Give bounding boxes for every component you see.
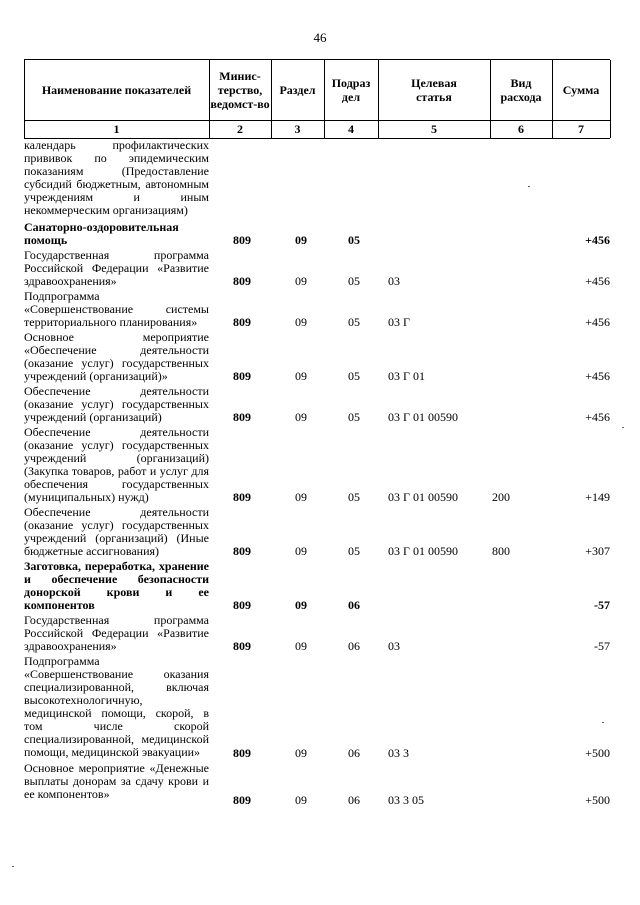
row-section: 09 xyxy=(295,746,307,760)
row-sum: +456 xyxy=(585,233,610,247)
header-divider xyxy=(610,60,611,138)
row-expense-type: 200 xyxy=(492,490,510,504)
row-target-article: 03 xyxy=(388,274,400,288)
row-section: 09 xyxy=(295,544,307,558)
row-target-article: 03 Г xyxy=(388,315,410,329)
row-section: 09 xyxy=(295,233,307,247)
row-name: Подпрограмма «Совершенствование оказания специализированной, включая высокотехнологичную, медицинской помощи, скорой, в том числе скорой специализированной, медицинской помощи, медицинской эвакуации» xyxy=(24,654,209,759)
row-name: Государственная программа Российской Федерации «Развитие здравоохранения» xyxy=(24,248,209,288)
row-subsection: 05 xyxy=(348,369,360,383)
row-name: календарь профилактических прививок по эпидемическим показаниям (Предоставление субсидий бюджетным, автономным учреждениям и иным некоммерческим организациям) xyxy=(24,138,209,217)
header-divider xyxy=(24,60,25,138)
row-name: Государственная программа Российской Федерации «Развитие здравоохранения» xyxy=(24,613,209,653)
col-header-ministry: Минис-терство, ведомст-во xyxy=(210,69,270,111)
row-subsection: 05 xyxy=(348,274,360,288)
row-name: Основное мероприятие «Денежные выплаты донорам за сдачу крови и ее компонентов» xyxy=(24,761,209,801)
table-row xyxy=(24,426,610,504)
table-row xyxy=(24,655,610,760)
row-target-article: 03 xyxy=(388,639,400,653)
table-header xyxy=(24,59,610,139)
row-name: Обеспечение деятельности (оказание услуг) государственных учреждений (организаций) xyxy=(24,384,209,424)
table-row xyxy=(24,249,610,288)
scan-speck xyxy=(622,427,624,428)
row-sum: +149 xyxy=(585,490,610,504)
table-row xyxy=(24,290,610,329)
col-number-5: 5 xyxy=(378,120,490,138)
row-target-article: 03 Г 01 xyxy=(388,369,425,383)
table-body xyxy=(24,137,610,837)
row-target-article: 03 Г 01 00590 xyxy=(388,544,458,558)
row-sum: +500 xyxy=(585,746,610,760)
row-subsection: 05 xyxy=(348,490,360,504)
row-target-article: 03 3 05 xyxy=(388,793,424,807)
row-ministry: 809 xyxy=(233,274,251,288)
row-name: Санаторно-оздоровительная помощь xyxy=(24,220,179,247)
scan-speck xyxy=(528,186,530,187)
row-section: 09 xyxy=(295,315,307,329)
page-number: 46 xyxy=(313,30,327,45)
col-number-6: 6 xyxy=(490,120,552,138)
scan-speck xyxy=(602,722,604,723)
row-section: 09 xyxy=(295,410,307,424)
row-ministry: 809 xyxy=(233,793,251,807)
row-expense-type: 800 xyxy=(492,544,510,558)
row-sum: +456 xyxy=(585,274,610,288)
col-header-expense-type: Вид расхода xyxy=(500,76,542,104)
row-target-article: 03 3 xyxy=(388,746,409,760)
row-sum: +500 xyxy=(585,793,610,807)
row-name: Подпрограмма «Совершенствование системы территориального планирования» xyxy=(24,289,209,329)
header-divider xyxy=(378,60,379,138)
scan-speck xyxy=(12,866,14,867)
header-divider xyxy=(271,60,272,138)
table-row xyxy=(24,560,610,612)
row-sum: +456 xyxy=(585,315,610,329)
row-name: Заготовка, переработка, хранение и обеспечение безопасности донорской крови и ее компонентов xyxy=(24,559,209,612)
row-sum: -57 xyxy=(594,639,610,653)
row-sum: -57 xyxy=(594,598,610,612)
row-subsection: 06 xyxy=(348,793,360,807)
col-header-name: Наименование показателей xyxy=(41,83,192,97)
col-number-7: 7 xyxy=(552,120,610,138)
header-divider xyxy=(209,60,210,138)
table-row xyxy=(24,762,610,807)
col-number-4: 4 xyxy=(324,120,378,138)
row-section: 09 xyxy=(295,490,307,504)
table-row xyxy=(24,614,610,653)
row-ministry: 809 xyxy=(233,369,251,383)
row-section: 09 xyxy=(295,639,307,653)
row-subsection: 05 xyxy=(348,233,360,247)
table-row xyxy=(24,506,610,558)
row-sum: +456 xyxy=(585,410,610,424)
row-target-article: 03 Г 01 00590 xyxy=(388,410,458,424)
row-ministry: 809 xyxy=(233,746,251,760)
row-section: 09 xyxy=(295,598,307,612)
row-ministry: 809 xyxy=(233,315,251,329)
col-header-sum: Сумма xyxy=(562,83,600,97)
row-subsection: 06 xyxy=(348,598,360,612)
header-divider xyxy=(552,60,553,138)
table-row xyxy=(24,221,610,247)
col-number-2: 2 xyxy=(209,120,271,138)
row-section: 09 xyxy=(295,793,307,807)
header-divider xyxy=(490,60,491,138)
table-row xyxy=(24,385,610,424)
row-subsection: 05 xyxy=(348,544,360,558)
col-header-target-article: Целевая статья xyxy=(411,76,457,104)
row-sum: +307 xyxy=(585,544,610,558)
col-number-1: 1 xyxy=(24,120,209,138)
row-subsection: 05 xyxy=(348,410,360,424)
row-name: Основное мероприятие «Обеспечение деятельности (оказание услуг) государственных учреждений (организаций)» xyxy=(24,330,209,383)
col-header-section: Раздел xyxy=(279,83,316,97)
row-sum: +456 xyxy=(585,369,610,383)
row-ministry: 809 xyxy=(233,410,251,424)
header-divider xyxy=(324,60,325,138)
row-subsection: 05 xyxy=(348,315,360,329)
col-header-subsection: Подраз дел xyxy=(331,76,371,104)
row-ministry: 809 xyxy=(233,544,251,558)
col-number-3: 3 xyxy=(271,120,324,138)
row-subsection: 06 xyxy=(348,639,360,653)
row-ministry: 809 xyxy=(233,233,251,247)
row-target-article: 03 Г 01 00590 xyxy=(388,490,458,504)
row-name: Обеспечение деятельности (оказание услуг) государственных учреждений (организаций) (Закупка товаров, работ и услуг для обеспечения государственных (муниципальных) нужд) xyxy=(24,425,209,504)
row-ministry: 809 xyxy=(233,490,251,504)
row-name: Обеспечение деятельности (оказание услуг) государственных учреждений (организаций) (Иные бюджетные ассигнования) xyxy=(24,505,209,558)
row-ministry: 809 xyxy=(233,639,251,653)
table-row xyxy=(24,139,610,219)
table-row xyxy=(24,331,610,383)
row-ministry: 809 xyxy=(233,598,251,612)
row-section: 09 xyxy=(295,274,307,288)
row-section: 09 xyxy=(295,369,307,383)
row-subsection: 06 xyxy=(348,746,360,760)
